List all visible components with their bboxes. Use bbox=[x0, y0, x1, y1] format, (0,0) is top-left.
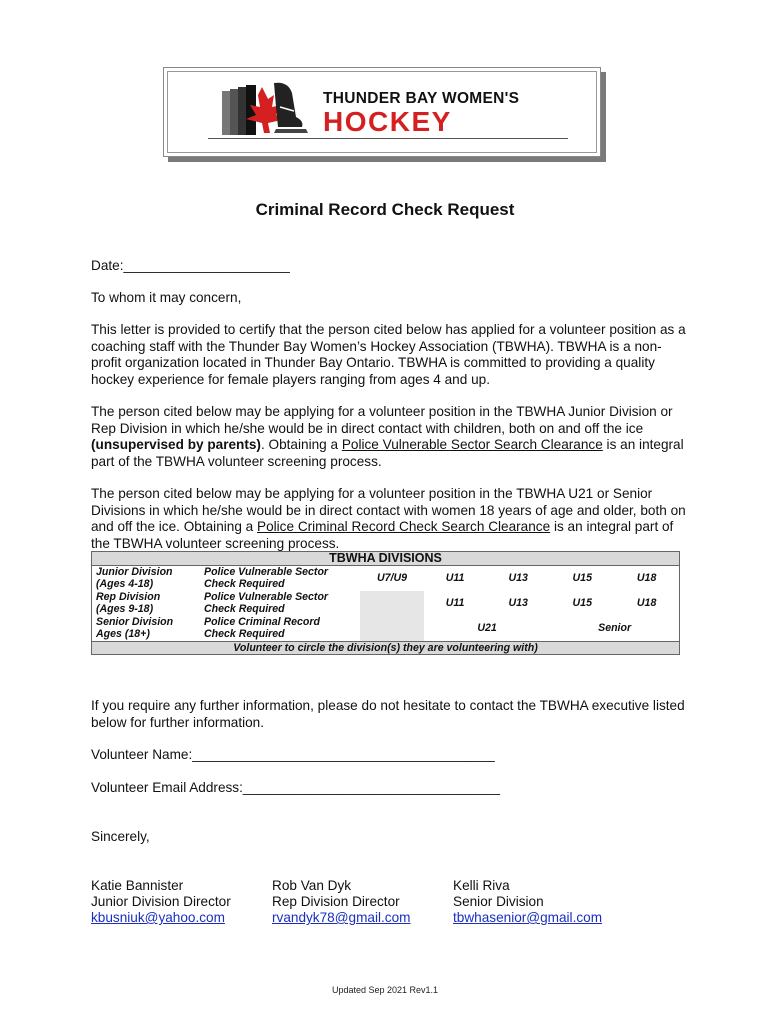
signatory-email-link[interactable]: kbusniuk@yahoo.com bbox=[91, 910, 225, 925]
division-name: Junior Division bbox=[96, 565, 173, 578]
greeting: To whom it may concern, bbox=[91, 290, 242, 305]
revision-footer: Updated Sep 2021 Rev1.1 bbox=[331, 985, 439, 995]
u21-cell: U21 bbox=[477, 621, 497, 634]
signatory-name: Kelli Riva bbox=[453, 878, 510, 893]
intro-paragraph: This letter is provided to certify that the person cited below has applied for a volunteer position as a coaching staff with the Thunder Bay Women’s Hockey Association (TBWHA). TBWHA is a non-profit organization located in Thunder Bay Ontario. TBWHA is committed to providing a quality hockey experience for female players ranging from ages 4 and up. bbox=[91, 322, 686, 387]
divisions-table bbox=[91, 551, 680, 655]
hockey-player-logo-icon bbox=[216, 77, 316, 139]
requirement-cell bbox=[200, 565, 360, 591]
signatory-rep bbox=[272, 878, 410, 926]
vulnerable-sector-clearance-text: Police Vulnerable Sector Search Clearance bbox=[341, 437, 603, 452]
contact-paragraph: If you require any further information, please do not hesitate to contact the TBWHA executive listed below for further information. bbox=[91, 698, 685, 730]
requirement-cell bbox=[200, 616, 360, 642]
u11-cell: U11 bbox=[445, 571, 465, 584]
u13-cell: U13 bbox=[508, 571, 528, 584]
unsupervised-note: (unsupervised by parents) bbox=[91, 437, 261, 452]
requirement-line1: Police Vulnerable Sector bbox=[204, 590, 329, 603]
signatory-email-link[interactable]: tbwhasenior@gmail.com bbox=[453, 910, 603, 925]
empty-cell bbox=[360, 616, 424, 642]
u15-cell: U15 bbox=[572, 596, 592, 609]
signatory-junior bbox=[91, 878, 231, 926]
criminal-record-clearance-text: Police Criminal Record Check Search Clearance bbox=[257, 519, 551, 534]
junior-rep-paragraph bbox=[91, 404, 691, 470]
u15-cell: U15 bbox=[572, 571, 592, 584]
division-name: Rep Division bbox=[96, 590, 161, 603]
signatory-role: Rep Division Director bbox=[272, 894, 400, 909]
date-line: Date:______________________ bbox=[91, 258, 290, 273]
table-footer-note: Volunteer to circle the division(s) they are volunteering with) bbox=[92, 641, 680, 655]
senior-cell: Senior bbox=[550, 616, 679, 642]
requirement-line2: Check Required bbox=[204, 603, 285, 615]
empty-cell bbox=[360, 591, 424, 616]
u18-cell: U18 bbox=[614, 591, 679, 616]
division-ages: (Ages 4-18) bbox=[96, 578, 154, 590]
signatory-role: Senior Division bbox=[453, 894, 544, 909]
sincerely: Sincerely, bbox=[91, 829, 150, 844]
logo-text-bottom: HOCKEY bbox=[323, 106, 452, 137]
signatory-name: Rob Van Dyk bbox=[272, 878, 352, 893]
requirement-line1: Police Criminal Record bbox=[204, 615, 320, 628]
table-row-senior bbox=[92, 616, 680, 642]
division-cell bbox=[92, 565, 201, 591]
requirement-line1: Police Vulnerable Sector bbox=[204, 565, 329, 578]
division-name: Senior Division bbox=[96, 615, 174, 628]
requirement-cell bbox=[200, 591, 360, 616]
requirement-line2: Check Required bbox=[204, 578, 285, 590]
volunteer-name-line: Volunteer Name:________________________________________ bbox=[91, 747, 495, 762]
logo-text-top: THUNDER BAY WOMEN'S bbox=[323, 90, 520, 107]
division-cell bbox=[92, 591, 201, 616]
volunteer-email-line: Volunteer Email Address:__________________________________ bbox=[91, 780, 500, 795]
logo-frame bbox=[167, 71, 597, 153]
u11-cell: U11 bbox=[445, 596, 465, 609]
signatory-role: Junior Division Director bbox=[91, 894, 231, 909]
division-cell bbox=[92, 616, 201, 642]
u13-cell: U13 bbox=[508, 596, 528, 609]
para3-text-a: The person cited below may be applying for a volunteer position in the TBWHA U21 or Senior Divisions in which he/she would be in direct contact with women 18 years of age and older, both on and off the ice. Obtaining a bbox=[91, 486, 686, 534]
table-row-junior bbox=[92, 565, 680, 591]
para2-text-c: is an integral part of the TBWHA volunteer screening process. bbox=[91, 437, 684, 469]
senior-paragraph bbox=[91, 486, 691, 552]
signatory-name: Katie Bannister bbox=[91, 878, 184, 893]
para3-text-c: is an integral part of the TBWHA volunteer screening process. bbox=[91, 519, 674, 551]
table-row-rep bbox=[92, 591, 680, 616]
signatory-email-link[interactable]: rvandyk78@gmail.com bbox=[272, 910, 411, 925]
para2-text-b: . Obtaining a bbox=[260, 437, 342, 452]
u18-cell: U18 bbox=[614, 565, 679, 591]
page-title: Criminal Record Check Request bbox=[255, 200, 515, 219]
division-ages: Ages (18+) bbox=[96, 628, 150, 640]
table-header: TBWHA DIVISIONS bbox=[92, 552, 680, 566]
logo-underline bbox=[208, 138, 568, 139]
requirement-line2: Check Required bbox=[204, 628, 285, 640]
division-ages: (Ages 9-18) bbox=[96, 603, 154, 615]
logo-banner bbox=[163, 67, 601, 157]
u7-u9-cell: U7/U9 bbox=[376, 571, 408, 584]
para2-text-a: The person cited below may be applying for a volunteer position in the TBWHA Junior Division or Rep Division in which he/she would be in direct contact with children, both on and off the ice bbox=[91, 404, 673, 436]
signatory-senior bbox=[453, 878, 602, 926]
